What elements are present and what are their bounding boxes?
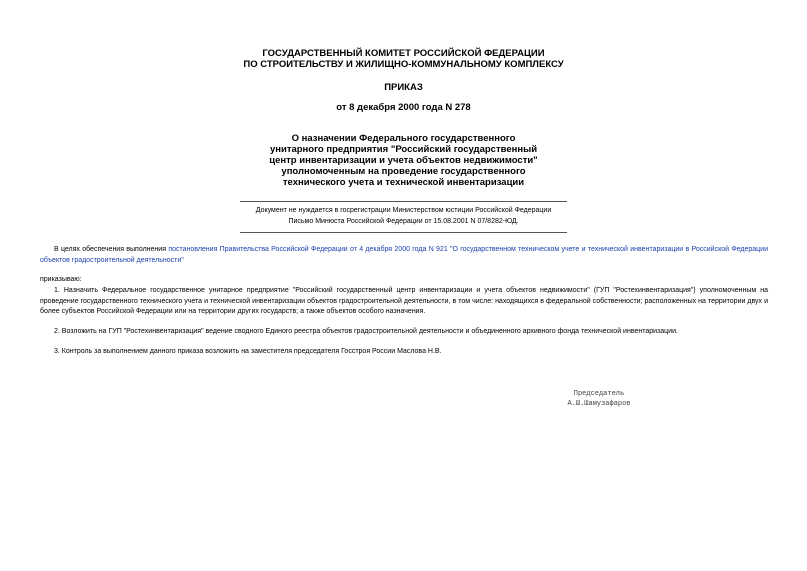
subject-line-2: унитарного предприятия "Российский государственный [269,144,538,155]
order-item-2: 2. Возложить на ГУП "Ростехинвентаризация" ведение сводного Единого реестра объектов градостроительной деятельности и объединенного архивного фонда технической инвентаризации. [54,328,678,335]
signatory-title: Председатель [573,390,625,398]
order-item-3: 3. Контроль за выполнением данного приказа возложить на заместителя председателя Госстроя России Маслова Н.В. [54,348,442,355]
preamble-text: В целях обеспечения выполнения [54,246,169,253]
document-type: ПРИКАЗ [384,82,423,93]
order-item-1: 1. Назначить Федеральное государственное унитарное предприятие "Российский государственный центр инвентаризации и учета объектов недвижимости" (ГУП "Ростехинвентаризация") уполномоченным на проведение государственного технического учета и технической инвентаризации объектов градостроительной деятельности, в том числе: находящихся в федеральной собственности; расположенных на территории двух и более субъектов Российской Федерации или на территории других государств; а также объектов особого назначения. [40,287,768,315]
issuer-line-2: ПО СТРОИТЕЛЬСТВУ И ЖИЛИЩНО-КОММУНАЛЬНОМУ КОМПЛЕКСУ [243,59,564,70]
document-date: от 8 декабря 2000 года N 278 [336,102,471,113]
preamble-paragraph [40,245,768,266]
signature-block [554,389,644,409]
resolution-link[interactable]: постановления Правительства Российской Федерации от 4 декабря 2000 года N 921 "О государственном техническом учете и технической инвентаризации в Российской Федерации объектов градостроительной деятельности" [40,246,768,264]
issuer-header [0,48,807,70]
subject-line-5: технического учета и технической инвентаризации [282,177,525,188]
note-line-2: Письмо Минюста Российской Федерации от 15.08.2001 N 07/8282-ЮД. [288,218,519,225]
note-line-1: Документ не нуждается в госрегистрации Министерством юстиции Российской Федерации [255,207,552,214]
document-subject [0,133,807,188]
registration-note [0,205,807,227]
order-word: приказываю: [40,276,82,283]
note-top-divider [240,201,567,202]
subject-line-1: О назначении Федерального государственного [291,133,516,144]
signatory-name: А.Ш.Шамузафаров [567,400,631,408]
subject-line-3: центр инвентаризации и учета объектов недвижимости" [269,155,538,166]
issuer-line-1: ГОСУДАРСТВЕННЫЙ КОМИТЕТ РОССИЙСКОЙ ФЕДЕРАЦИИ [262,48,545,59]
subject-line-4: уполномоченным на проведение государственного [281,166,526,177]
note-bottom-divider [240,232,567,233]
